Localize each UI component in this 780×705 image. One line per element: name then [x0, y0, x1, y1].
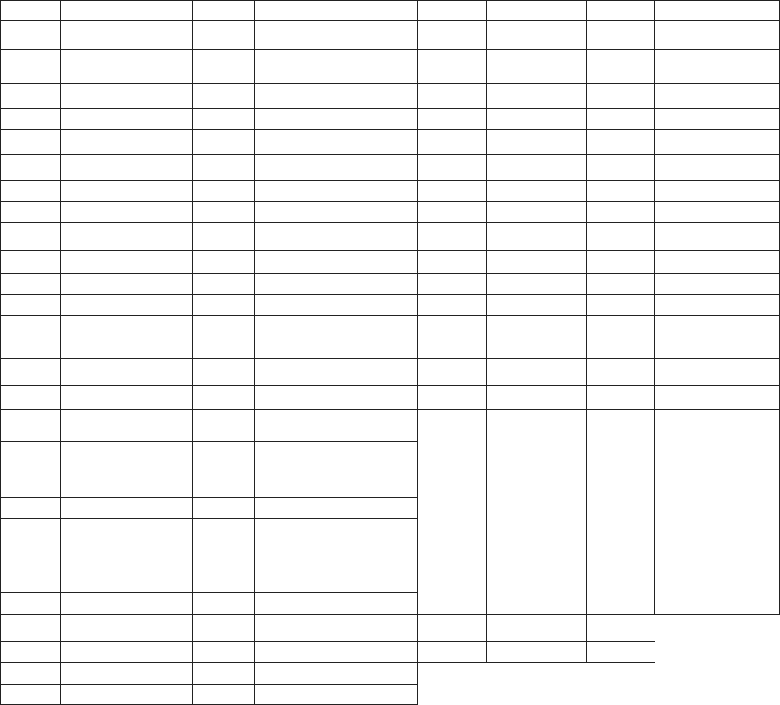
model-code-cell [192, 108, 254, 129]
origin-cell [654, 129, 779, 154]
model-code-cell [586, 180, 654, 201]
origin-cell [486, 129, 586, 154]
origin-cell [486, 273, 586, 294]
grid-line [192, 0, 193, 705]
grid-line [0, 20, 780, 21]
grid-line [0, 83, 780, 84]
model-code-cell [192, 154, 254, 180]
origin-cell [60, 83, 192, 108]
origin-cell [60, 497, 192, 518]
origin-cell [486, 250, 586, 273]
model-code-cell [586, 409, 654, 441]
origin-cell [654, 441, 779, 614]
origin-cell [60, 385, 192, 409]
origin-cell [60, 201, 192, 222]
grid-line [486, 0, 487, 663]
origin-cell [60, 518, 192, 592]
model-code-cell [0, 180, 60, 201]
origin-cell [60, 358, 192, 385]
model-code-cell [586, 108, 654, 129]
model-code-cell [586, 20, 654, 49]
origin-cell [254, 273, 417, 294]
grid-line [0, 641, 418, 642]
origin-cell [60, 108, 192, 129]
model-code-cell [417, 201, 486, 222]
origin-cell [60, 441, 192, 497]
model-code-cell [417, 358, 486, 385]
grid-line [0, 592, 418, 593]
model-code-cell [0, 662, 60, 684]
origin-cell [654, 49, 779, 83]
model-code-cell [417, 180, 486, 201]
grid-line [0, 684, 418, 685]
model-code-cell [586, 250, 654, 273]
model-code-cell [417, 154, 486, 180]
origin-cell [60, 129, 192, 154]
model-code-cell [586, 222, 654, 250]
origin-cell [60, 154, 192, 180]
origin-cell [654, 154, 779, 180]
model-code-cell [192, 497, 254, 518]
model-code-cell [192, 641, 254, 662]
model-code-cell [0, 129, 60, 154]
model-code-cell [586, 129, 654, 154]
origin-cell [254, 49, 417, 83]
grid-line [0, 129, 780, 130]
grid-line [60, 0, 61, 705]
model-code-cell [417, 441, 486, 614]
model-code-cell [0, 154, 60, 180]
origin-cell [254, 518, 417, 592]
grid-line [0, 409, 780, 410]
model-code-cell [417, 273, 486, 294]
origin-cell [60, 294, 192, 315]
model-code-cell [192, 614, 254, 641]
model-code-cell [417, 385, 486, 409]
model-code-cell [0, 497, 60, 518]
origin-cell [654, 250, 779, 273]
grid-line [0, 662, 418, 663]
grid-line [0, 358, 780, 359]
model-code-cell [192, 684, 254, 705]
model-code-cell [0, 592, 60, 614]
origin-cell [654, 315, 779, 358]
model-code-cell [192, 273, 254, 294]
origin-cell [254, 614, 417, 641]
origin-cell [254, 497, 417, 518]
origin-cell [486, 83, 586, 108]
model-code-cell [0, 641, 60, 662]
origin-cell [254, 180, 417, 201]
model-code-cell [192, 129, 254, 154]
origin-cell [654, 385, 779, 409]
grid-line [0, 315, 780, 316]
origin-cell [60, 662, 192, 684]
model-code-cell [417, 614, 486, 641]
model-code-cell [417, 83, 486, 108]
model-code-cell [0, 358, 60, 385]
grid-line [0, 518, 418, 519]
model-code-cell [0, 409, 60, 441]
grid-line [417, 662, 655, 663]
origin-cell [60, 250, 192, 273]
model-code-cell [192, 518, 254, 592]
origin-cell [486, 409, 586, 441]
grid-line [0, 441, 418, 442]
origin-cell [654, 20, 779, 49]
model-code-cell [0, 20, 60, 49]
model-code-cell [586, 273, 654, 294]
origin-cell [654, 294, 779, 315]
model-code-cell [586, 441, 654, 614]
header-origin [486, 0, 586, 20]
header-model-code [586, 0, 654, 20]
origin-cell [254, 154, 417, 180]
model-code-cell [192, 49, 254, 83]
origin-cell [254, 83, 417, 108]
grid-line [0, 49, 780, 50]
origin-cell [254, 441, 417, 497]
origin-cell [254, 641, 417, 662]
model-code-cell [0, 108, 60, 129]
grid-line [0, 250, 780, 251]
model-code-cell [586, 83, 654, 108]
model-code-cell [0, 441, 60, 497]
origin-cell [60, 180, 192, 201]
origin-cell [486, 154, 586, 180]
model-code-cell [192, 294, 254, 315]
model-code-cell [192, 662, 254, 684]
model-code-cell [0, 222, 60, 250]
model-code-cell [192, 222, 254, 250]
model-code-cell [417, 294, 486, 315]
grid-line [0, 0, 1, 705]
grid-line [0, 180, 780, 181]
origin-cell [486, 49, 586, 83]
header-model-code [192, 0, 254, 20]
origin-cell [254, 409, 417, 441]
header-origin [654, 0, 779, 20]
model-code-cell [192, 385, 254, 409]
origin-cell [60, 315, 192, 358]
header-origin [60, 0, 192, 20]
model-code-cell [0, 273, 60, 294]
model-code-cell [417, 409, 486, 441]
model-code-cell [417, 20, 486, 49]
origin-cell [254, 662, 417, 684]
model-code-cell [192, 201, 254, 222]
origin-cell [486, 294, 586, 315]
model-code-cell [0, 315, 60, 358]
origin-cell [60, 614, 192, 641]
header-model-code [0, 0, 60, 20]
grid-line [0, 614, 418, 615]
model-code-cell [586, 201, 654, 222]
origin-cell [486, 641, 586, 662]
model-code-cell [417, 108, 486, 129]
model-code-cell [586, 358, 654, 385]
grid-line [417, 641, 655, 642]
origin-cell [60, 592, 192, 614]
model-code-cell [586, 154, 654, 180]
model-code-cell [417, 129, 486, 154]
model-code-cell [0, 684, 60, 705]
origin-cell [654, 273, 779, 294]
model-code-cell [586, 294, 654, 315]
origin-cell [254, 250, 417, 273]
origin-cell [654, 358, 779, 385]
origin-cell [60, 49, 192, 83]
model-code-cell [0, 518, 60, 592]
origin-cell [654, 409, 779, 441]
model-code-cell [0, 49, 60, 83]
origin-cell [254, 129, 417, 154]
model-code-cell [586, 49, 654, 83]
grid-line [0, 385, 780, 386]
origin-cell [486, 358, 586, 385]
model-code-cell [0, 201, 60, 222]
origin-cell [654, 83, 779, 108]
origin-cell [60, 684, 192, 705]
grid-line [0, 497, 418, 498]
grid-line [417, 614, 780, 615]
grid-line [654, 0, 655, 615]
model-code-cell [0, 385, 60, 409]
model-code-cell [586, 315, 654, 358]
origin-cell [60, 409, 192, 441]
grid-line [417, 0, 418, 705]
grid-line [0, 222, 780, 223]
grid-line [254, 0, 255, 705]
model-code-cell [417, 222, 486, 250]
origin-cell [486, 385, 586, 409]
origin-cell [486, 180, 586, 201]
origin-cell [254, 315, 417, 358]
grid-line [0, 154, 780, 155]
header-origin [254, 0, 417, 20]
model-code-cell [417, 49, 486, 83]
grid-line [0, 108, 780, 109]
origin-cell [254, 358, 417, 385]
origin-cell [654, 108, 779, 129]
origin-cell [486, 614, 586, 641]
grid-line [0, 294, 780, 295]
origin-cell [486, 108, 586, 129]
origin-cell [486, 222, 586, 250]
origin-cell [254, 385, 417, 409]
header-model-code [417, 0, 486, 20]
origin-cell [654, 201, 779, 222]
model-code-cell [192, 409, 254, 441]
origin-cell [60, 273, 192, 294]
origin-cell [254, 294, 417, 315]
model-code-cell [192, 315, 254, 358]
origin-cell [486, 315, 586, 358]
origin-cell [254, 592, 417, 614]
origin-cell [254, 108, 417, 129]
grid-line [0, 0, 780, 1]
grid-line [0, 201, 780, 202]
origin-cell [254, 222, 417, 250]
grid-line [586, 0, 587, 663]
model-code-cell [192, 20, 254, 49]
origin-cell [60, 20, 192, 49]
model-code-cell [192, 180, 254, 201]
origin-cell [486, 201, 586, 222]
origin-cell [486, 20, 586, 49]
model-code-cell [192, 83, 254, 108]
origin-cell [254, 201, 417, 222]
grid-line [0, 273, 780, 274]
origin-cell [60, 641, 192, 662]
origin-cell [654, 180, 779, 201]
model-code-cell [192, 250, 254, 273]
origin-cell [486, 441, 586, 614]
model-code-cell [417, 250, 486, 273]
model-code-cell [192, 441, 254, 497]
origin-cell [654, 222, 779, 250]
model-code-cell [417, 315, 486, 358]
model-code-cell [417, 641, 486, 662]
model-code-cell [0, 294, 60, 315]
origin-cell [254, 20, 417, 49]
model-code-cell [192, 592, 254, 614]
model-code-cell [0, 250, 60, 273]
model-code-cell [586, 385, 654, 409]
model-code-cell [0, 83, 60, 108]
origin-cell [254, 684, 417, 705]
model-code-cell [0, 614, 60, 641]
model-code-cell [192, 358, 254, 385]
origin-cell [60, 222, 192, 250]
